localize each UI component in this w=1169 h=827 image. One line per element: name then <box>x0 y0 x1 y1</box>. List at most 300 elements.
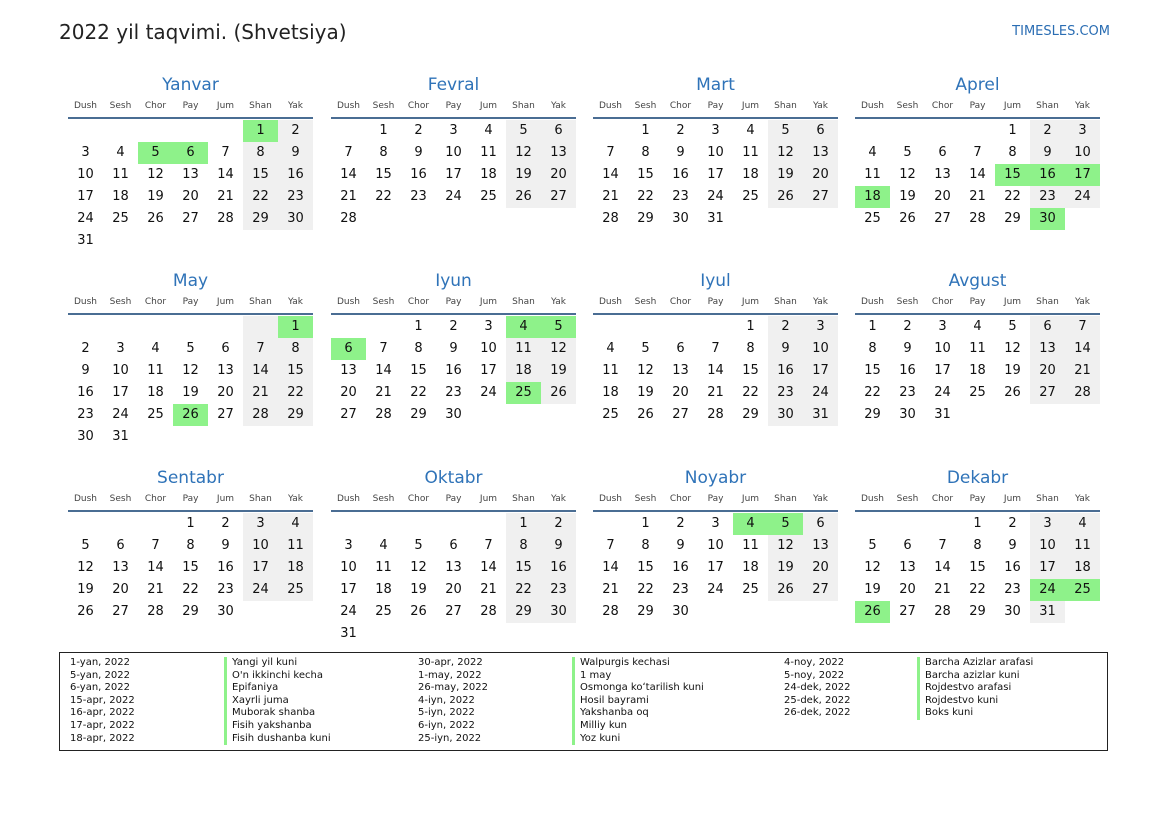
day-cell: 16 <box>445 363 462 378</box>
holiday-day-cell: 6 <box>173 142 208 164</box>
empty-cell <box>436 513 471 535</box>
weekday-label: Jum <box>1003 494 1022 504</box>
day-cell: 13 <box>340 363 357 378</box>
month-title: Aprel <box>955 75 1000 95</box>
legend-names-column <box>224 657 331 745</box>
empty-cell <box>366 513 401 535</box>
day-cell: 26 <box>541 382 576 404</box>
day-cell: 5 <box>186 341 195 356</box>
day-cell: 12 <box>1004 341 1021 356</box>
day-cell: 13 <box>803 142 838 164</box>
day-cell: 30 <box>77 429 94 444</box>
weekday-label: Dush <box>336 297 361 307</box>
legend-date: 25-iyn, 2022 <box>418 732 482 744</box>
day-cell: 10 <box>480 341 497 356</box>
day-cell: 25 <box>602 407 619 422</box>
day-cell: 13 <box>803 535 838 557</box>
day-cell: 20 <box>445 582 462 597</box>
day-grid <box>68 120 313 252</box>
legend-holiday-name: Boks kuni <box>917 707 1033 720</box>
month-0 <box>68 74 313 252</box>
month-9 <box>331 467 576 645</box>
weekday-header <box>855 295 1100 310</box>
legend-holiday-name: Hosil bayrami <box>572 695 704 708</box>
day-cell: 5 <box>768 120 803 142</box>
day-cell: 9 <box>414 145 423 160</box>
weekday-label: Sesh <box>634 297 657 307</box>
day-cell: 7 <box>606 145 615 160</box>
month-11 <box>855 467 1100 623</box>
weekday-header <box>855 492 1100 507</box>
day-cell: 22 <box>637 189 654 204</box>
day-cell: 11 <box>506 338 541 360</box>
day-cell: 9 <box>903 341 912 356</box>
day-cell: 5 <box>81 538 90 553</box>
legend-holiday-name: Xayrli juma <box>224 695 331 708</box>
day-cell: 16 <box>410 167 427 182</box>
month-divider <box>68 117 313 119</box>
day-cell: 30 <box>541 601 576 623</box>
weekday-label: Pay <box>707 494 724 504</box>
day-cell: 20 <box>112 582 129 597</box>
legend-names-column <box>572 657 704 745</box>
day-cell: 2 <box>1008 516 1017 531</box>
weekday-label: Jum <box>216 101 235 111</box>
day-cell: 14 <box>602 560 619 575</box>
day-cell: 18 <box>506 360 541 382</box>
day-cell: 12 <box>899 167 916 182</box>
weekday-label: Shan <box>1036 101 1059 111</box>
day-cell: 8 <box>973 538 982 553</box>
day-cell: 20 <box>217 385 234 400</box>
day-cell: 23 <box>1004 582 1021 597</box>
legend-holiday-name: Fisih dushanba kuni <box>224 733 331 746</box>
day-cell: 8 <box>414 341 423 356</box>
day-cell: 2 <box>449 319 458 334</box>
day-cell: 29 <box>182 604 199 619</box>
month-7 <box>855 270 1100 426</box>
legend-date: 4-iyn, 2022 <box>418 694 475 706</box>
day-cell: 14 <box>969 167 986 182</box>
empty-cell <box>68 316 103 338</box>
day-cell: 11 <box>147 363 164 378</box>
empty-cell <box>243 316 278 338</box>
day-cell: 15 <box>243 164 278 186</box>
day-cell: 19 <box>77 582 94 597</box>
day-cell: 15 <box>506 557 541 579</box>
day-cell: 21 <box>602 189 619 204</box>
empty-cell <box>103 120 138 142</box>
empty-cell <box>628 316 663 338</box>
day-cell: 23 <box>1030 186 1065 208</box>
day-cell: 22 <box>182 582 199 597</box>
month-divider <box>855 313 1100 315</box>
day-cell: 14 <box>1065 338 1100 360</box>
day-cell: 10 <box>77 167 94 182</box>
day-cell: 16 <box>768 360 803 382</box>
weekday-label: Jum <box>216 494 235 504</box>
day-cell: 15 <box>637 167 654 182</box>
weekday-label: Yak <box>288 494 303 504</box>
weekday-label: Jum <box>216 297 235 307</box>
weekday-label: Sesh <box>372 297 395 307</box>
day-cell: 22 <box>410 385 427 400</box>
day-cell: 22 <box>742 385 759 400</box>
day-cell: 12 <box>768 142 803 164</box>
day-cell: 19 <box>182 385 199 400</box>
day-cell: 23 <box>77 407 94 422</box>
day-cell: 17 <box>340 582 357 597</box>
weekday-label: Sesh <box>634 494 657 504</box>
holiday-day-cell: 30 <box>1030 208 1065 230</box>
day-cell: 12 <box>864 560 881 575</box>
day-cell: 27 <box>340 407 357 422</box>
day-cell: 19 <box>541 360 576 382</box>
day-cell: 17 <box>803 360 838 382</box>
day-cell: 23 <box>672 582 689 597</box>
day-cell: 14 <box>340 167 357 182</box>
day-cell: 1 <box>379 123 388 138</box>
day-cell: 9 <box>676 538 685 553</box>
day-cell: 16 <box>541 557 576 579</box>
holiday-day-cell: 18 <box>855 186 890 208</box>
weekday-header <box>593 492 838 507</box>
day-cell: 19 <box>1004 363 1021 378</box>
day-cell: 9 <box>221 538 230 553</box>
weekday-label: Shan <box>774 494 797 504</box>
weekday-label: Pay <box>445 297 462 307</box>
weekday-label: Shan <box>1036 297 1059 307</box>
day-cell: 14 <box>480 560 497 575</box>
day-cell: 31 <box>77 233 94 248</box>
weekday-label: Yak <box>551 494 566 504</box>
legend-date: 24-dek, 2022 <box>784 682 851 694</box>
day-cell: 26 <box>77 604 94 619</box>
day-cell: 26 <box>899 211 916 226</box>
month-title: Dekabr <box>946 468 1009 488</box>
weekday-label: Pay <box>969 297 986 307</box>
day-cell: 10 <box>243 535 278 557</box>
weekday-label: Pay <box>445 494 462 504</box>
legend-holiday-name: Yoz kuni <box>572 733 704 746</box>
day-grid <box>593 120 838 230</box>
weekday-label: Sesh <box>896 101 919 111</box>
day-cell: 21 <box>480 582 497 597</box>
day-cell: 15 <box>969 560 986 575</box>
legend-holiday-name: Osmonga koʻtarilish kuni <box>572 682 704 695</box>
day-cell: 4 <box>379 538 388 553</box>
weekday-label: Yak <box>1075 101 1090 111</box>
day-cell: 21 <box>934 582 951 597</box>
day-cell: 5 <box>868 538 877 553</box>
weekday-label: Shan <box>249 297 272 307</box>
day-cell: 8 <box>243 142 278 164</box>
day-cell: 7 <box>606 538 615 553</box>
day-cell: 20 <box>541 164 576 186</box>
day-cell: 20 <box>1030 360 1065 382</box>
legend-holiday-name: Muborak shanba <box>224 707 331 720</box>
month-divider <box>331 313 576 315</box>
day-cell: 6 <box>938 145 947 160</box>
weekday-header <box>68 99 313 114</box>
weekday-label: Jum <box>1003 101 1022 111</box>
day-cell: 28 <box>707 407 724 422</box>
day-cell: 18 <box>1065 557 1100 579</box>
day-cell: 3 <box>81 145 90 160</box>
day-cell: 27 <box>1030 382 1065 404</box>
day-cell: 12 <box>147 167 164 182</box>
day-cell: 3 <box>938 319 947 334</box>
day-cell: 28 <box>217 211 234 226</box>
day-cell: 27 <box>445 604 462 619</box>
day-cell: 25 <box>480 189 497 204</box>
legend-holiday-name: Epifaniya <box>224 682 331 695</box>
empty-cell <box>925 513 960 535</box>
weekday-label: Chor <box>669 101 692 111</box>
day-cell: 12 <box>768 535 803 557</box>
day-cell: 18 <box>375 582 392 597</box>
day-cell: 7 <box>344 145 353 160</box>
day-cell: 11 <box>112 167 129 182</box>
day-cell: 30 <box>899 407 916 422</box>
day-cell: 7 <box>1065 316 1100 338</box>
day-cell: 6 <box>676 341 685 356</box>
day-cell: 27 <box>541 186 576 208</box>
day-cell: 28 <box>147 604 164 619</box>
day-cell: 22 <box>278 382 313 404</box>
day-cell: 6 <box>1030 316 1065 338</box>
day-cell: 4 <box>116 145 125 160</box>
day-cell: 29 <box>969 604 986 619</box>
day-cell: 2 <box>221 516 230 531</box>
day-cell: 16 <box>1004 560 1021 575</box>
day-cell: 16 <box>77 385 94 400</box>
day-cell: 20 <box>803 557 838 579</box>
day-cell: 21 <box>147 582 164 597</box>
day-cell: 23 <box>768 382 803 404</box>
day-cell: 8 <box>506 535 541 557</box>
holiday-legend <box>59 652 1108 751</box>
day-cell: 26 <box>410 604 427 619</box>
day-cell: 19 <box>410 582 427 597</box>
day-cell: 24 <box>707 189 724 204</box>
month-title: Avgust <box>948 271 1007 291</box>
day-cell: 12 <box>506 142 541 164</box>
weekday-label: Pay <box>182 101 199 111</box>
empty-cell <box>960 120 995 142</box>
holiday-day-cell: 25 <box>506 382 541 404</box>
day-cell: 24 <box>934 385 951 400</box>
weekday-label: Sesh <box>372 494 395 504</box>
day-cell: 15 <box>375 167 392 182</box>
day-cell: 10 <box>445 145 462 160</box>
day-cell: 14 <box>707 363 724 378</box>
weekday-label: Shan <box>774 297 797 307</box>
weekday-label: Shan <box>512 494 535 504</box>
day-cell: 7 <box>151 538 160 553</box>
legend-holiday-name: Yangi yil kuni <box>224 657 331 670</box>
day-cell: 15 <box>637 560 654 575</box>
day-cell: 14 <box>602 167 619 182</box>
day-cell: 27 <box>182 211 199 226</box>
weekday-label: Pay <box>707 297 724 307</box>
empty-cell <box>593 120 628 142</box>
legend-names-column <box>917 657 1033 720</box>
weekday-label: Chor <box>931 101 954 111</box>
empty-cell <box>593 316 628 338</box>
legend-holiday-name: Yakshanba oq <box>572 707 704 720</box>
day-cell: 1 <box>414 319 423 334</box>
day-cell: 13 <box>934 167 951 182</box>
site-link[interactable]: TIMESLES.COM <box>1012 24 1110 39</box>
day-cell: 14 <box>217 167 234 182</box>
day-cell: 7 <box>484 538 493 553</box>
weekday-label: Jum <box>479 297 498 307</box>
weekday-label: Pay <box>182 297 199 307</box>
month-6 <box>593 270 838 426</box>
day-cell: 3 <box>243 513 278 535</box>
legend-holiday-name: Rojdestvo kuni <box>917 695 1033 708</box>
empty-cell <box>103 513 138 535</box>
month-1 <box>331 74 576 230</box>
day-cell: 21 <box>375 385 392 400</box>
day-cell: 6 <box>541 120 576 142</box>
day-cell: 23 <box>899 385 916 400</box>
day-cell: 1 <box>641 123 650 138</box>
day-cell: 13 <box>182 167 199 182</box>
legend-date: 4-noy, 2022 <box>784 657 845 668</box>
day-cell: 29 <box>637 604 654 619</box>
day-cell: 31 <box>1030 601 1065 623</box>
day-cell: 2 <box>541 513 576 535</box>
legend-holiday-name: Fisih yakshanba <box>224 720 331 733</box>
holiday-day-cell: 1 <box>278 316 313 338</box>
day-cell: 30 <box>278 208 313 230</box>
day-cell: 2 <box>81 341 90 356</box>
day-cell: 11 <box>864 167 881 182</box>
day-cell: 7 <box>379 341 388 356</box>
legend-holiday-name: 1 may <box>572 670 704 683</box>
weekday-label: Shan <box>512 101 535 111</box>
weekday-header <box>68 492 313 507</box>
weekday-label: Dush <box>598 494 623 504</box>
day-cell: 10 <box>1065 142 1100 164</box>
holiday-day-cell: 4 <box>506 316 541 338</box>
legend-date: 26-dek, 2022 <box>784 707 851 719</box>
empty-cell <box>208 120 243 142</box>
day-cell: 7 <box>973 145 982 160</box>
legend-holiday-name: Milliy kun <box>572 720 704 733</box>
day-cell: 18 <box>480 167 497 182</box>
day-cell: 15 <box>410 363 427 378</box>
day-cell: 24 <box>480 385 497 400</box>
holiday-day-cell: 25 <box>1065 579 1100 601</box>
day-cell: 21 <box>969 189 986 204</box>
day-cell: 9 <box>1008 538 1017 553</box>
day-cell: 18 <box>278 557 313 579</box>
day-cell: 25 <box>375 604 392 619</box>
day-cell: 26 <box>1004 385 1021 400</box>
day-cell: 21 <box>1065 360 1100 382</box>
day-cell: 19 <box>506 164 541 186</box>
day-cell: 8 <box>641 538 650 553</box>
holiday-day-cell: 1 <box>243 120 278 142</box>
day-cell: 6 <box>803 513 838 535</box>
day-cell: 12 <box>182 363 199 378</box>
weekday-label: Sesh <box>109 297 132 307</box>
legend-holiday-name: Walpurgis kechasi <box>572 657 704 670</box>
day-cell: 2 <box>676 123 685 138</box>
empty-cell <box>138 513 173 535</box>
day-cell: 6 <box>803 120 838 142</box>
legend-dates-column <box>784 657 850 720</box>
day-cell: 28 <box>1065 382 1100 404</box>
weekday-label: Chor <box>407 494 430 504</box>
holiday-day-cell: 26 <box>855 601 890 623</box>
weekday-label: Dush <box>860 297 885 307</box>
empty-cell <box>855 513 890 535</box>
weekday-label: Yak <box>551 297 566 307</box>
weekday-label: Pay <box>445 101 462 111</box>
day-cell: 17 <box>445 167 462 182</box>
day-cell: 27 <box>672 407 689 422</box>
legend-holiday-name: Barcha azizlar kuni <box>917 670 1033 683</box>
day-grid <box>331 513 576 645</box>
day-cell: 24 <box>243 579 278 601</box>
day-cell: 27 <box>217 407 234 422</box>
day-cell: 24 <box>77 211 94 226</box>
day-cell: 1 <box>186 516 195 531</box>
day-cell: 11 <box>375 560 392 575</box>
day-cell: 25 <box>742 582 759 597</box>
weekday-label: Shan <box>1036 494 1059 504</box>
day-cell: 6 <box>221 341 230 356</box>
day-cell: 4 <box>973 319 982 334</box>
month-divider <box>855 117 1100 119</box>
empty-cell <box>593 513 628 535</box>
day-cell: 19 <box>864 582 881 597</box>
day-cell: 24 <box>112 407 129 422</box>
day-cell: 8 <box>186 538 195 553</box>
day-cell: 28 <box>340 211 357 226</box>
weekday-label: Pay <box>969 101 986 111</box>
holiday-day-cell: 6 <box>331 338 366 360</box>
weekday-label: Chor <box>407 101 430 111</box>
day-cell: 17 <box>243 557 278 579</box>
day-cell: 25 <box>278 579 313 601</box>
day-cell: 4 <box>278 513 313 535</box>
weekday-label: Dush <box>73 297 98 307</box>
day-cell: 31 <box>340 626 357 641</box>
day-cell: 16 <box>217 560 234 575</box>
day-cell: 29 <box>742 407 759 422</box>
day-cell: 13 <box>217 363 234 378</box>
day-grid <box>855 120 1100 230</box>
day-cell: 18 <box>742 167 759 182</box>
day-cell: 11 <box>602 363 619 378</box>
empty-cell <box>331 120 366 142</box>
day-cell: 28 <box>375 407 392 422</box>
legend-date: 6-yan, 2022 <box>70 682 130 694</box>
weekday-label: Yak <box>288 297 303 307</box>
weekday-label: Jum <box>479 101 498 111</box>
day-cell: 29 <box>243 208 278 230</box>
month-3 <box>855 74 1100 230</box>
day-cell: 13 <box>672 363 689 378</box>
month-title: May <box>172 271 209 291</box>
empty-cell <box>138 316 173 338</box>
day-cell: 9 <box>676 145 685 160</box>
